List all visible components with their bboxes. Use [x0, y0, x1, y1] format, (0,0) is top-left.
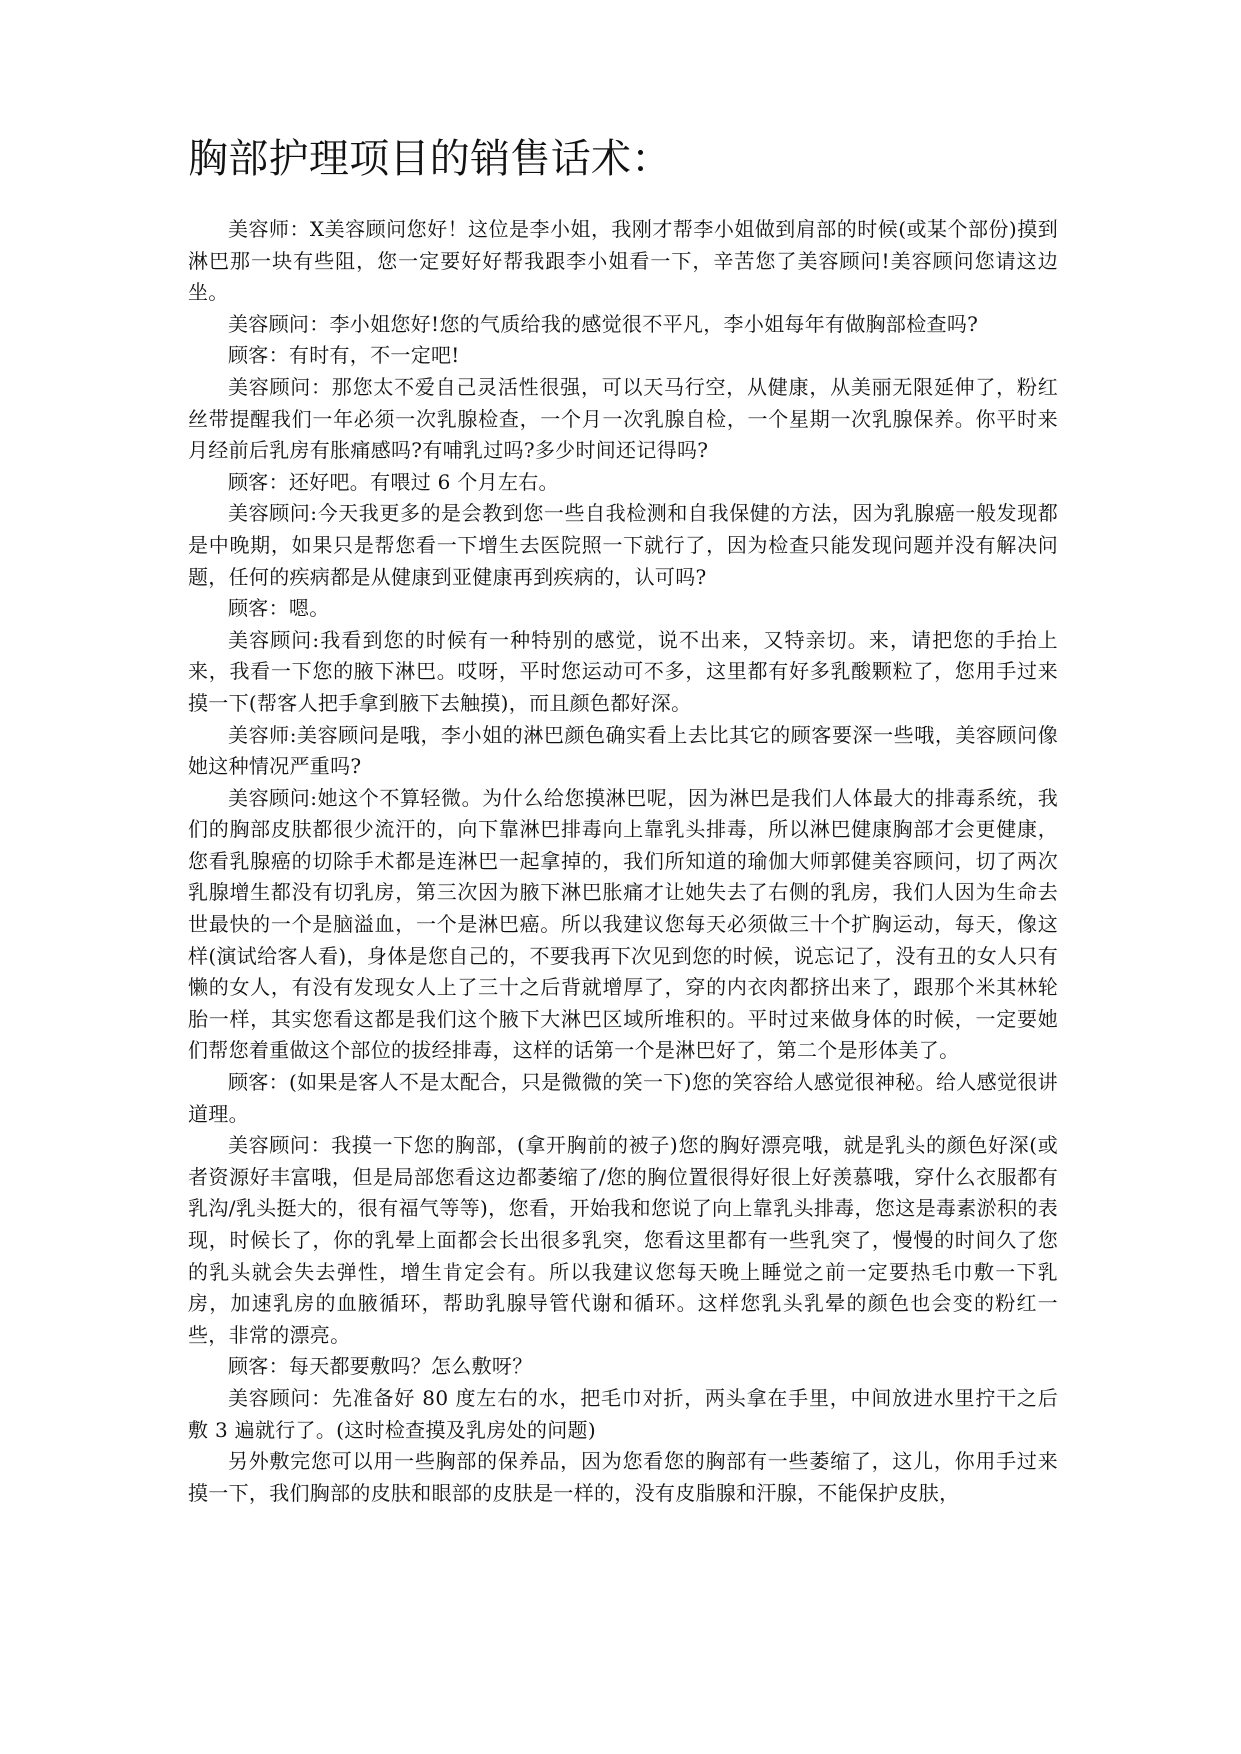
- paragraph: 顾客：嗯。: [228, 596, 330, 621]
- paragraph: 顾客：每天都要敷吗？怎么敷呀？: [228, 1354, 533, 1379]
- paragraph: 美容顾问：先准备好 80 度左右的水，把毛巾对折，两头拿在手里，中间放进水里拧干之后敷 3 遍就行了。(这时检查摸及乳房处的问题): [188, 1385, 1058, 1442]
- paragraph: 美容顾问:她这个不算轻微。为什么给您摸淋巴呢，因为淋巴是我们人体最大的排毒系统，我们的胸部皮肤都很少流汗的，向下靠淋巴排毒向上靠乳头排毒，所以淋巴健康胸部才会更健康，您看乳腺癌的切除手术都是连淋巴一起拿掉的，我们所知道的瑜伽大师郭健美容顾问，切了两次乳腺增生都没有切乳房，第三次因为腋下淋巴胀痛才让她失去了右侧的乳房，我们人因为生命去世最快的一个是脑溢血，一个是淋巴癌。所以我建议您每天必须做三十个扩胸运动，每天，像这样(演试给客人看)，身体是您自己的，不要我再下次见到您的时候，说忘记了，没有丑的女人只有懒的女人，有没有发现女人上了三十之后背就增厚了，穿的内衣肉都挤出来了，跟那个米其林轮胎一样，其实您看这都是我们这个腋下大淋巴区域所堆积的。平时过来做身体的时候，一定要她们帮您着重做这个部位的拔经排毒，这样的话第一个是淋巴好了，第二个是形体美了。: [188, 785, 1058, 1063]
- paragraph: 美容顾问:我看到您的时候有一种特别的感觉，说不出来，又特亲切。来，请把您的手抬上来，我看一下您的腋下淋巴。哎呀，平时您运动可不多，这里都有好多乳酸颗粒了，您用手过来摸一下(帮客人把手拿到腋下去触摸)，而且颜色都好深。: [188, 627, 1058, 715]
- paragraph: 顾客：还好吧。有喂过 6 个月左右。: [228, 469, 559, 494]
- paragraph: 顾客：(如果是客人不是太配合，只是微微的笑一下)您的笑容给人感觉很神秘。给人感觉很讲道理。: [188, 1070, 1058, 1126]
- paragraph: 另外敷完您可以用一些胸部的保养品，因为您看您的胸部有一些萎缩了，这儿，你用手过来摸一下，我们胸部的皮肤和眼部的皮肤是一样的，没有皮脂腺和汗腺，不能保护皮肤，: [188, 1449, 1058, 1505]
- paragraph: 美容顾问：那您太不爱自己灵活性很强，可以天马行空，从健康，从美丽无限延伸了，粉红丝带提醒我们一年必须一次乳腺检查，一个月一次乳腺自检，一个星期一次乳腺保养。你平时来月经前后乳房有胀痛感吗?有哺乳过吗?多少时间还记得吗?: [188, 374, 1058, 463]
- paragraph: 美容师：X美容顾问您好！这位是李小姐，我刚才帮李小姐做到肩部的时候(或某个部份)摸到淋巴那一块有些阻，您一定要好好帮我跟李小姐看一下，辛苦您了美容顾问!美容顾问您请这边坐。: [188, 217, 1058, 305]
- paragraph: 美容顾问：我摸一下您的胸部，(拿开胸前的被子)您的胸好漂亮哦，就是乳头的颜色好深(或者资源好丰富哦，但是局部您看这边都萎缩了/您的胸位置很得好很上好羡慕哦，穿什么衣服都有乳沟/乳头挺大的，很有福气等等)，您看，开始我和您说了向上靠乳头排毒，您这是毒素淤积的表现，时候长了，你的乳晕上面都会长出很多乳突，您看这里都有一些乳突了，慢慢的时间久了您的乳头就会失去弹性，增生肯定会有。所以我建议您每天晚上睡觉之前一定要热毛巾敷一下乳房，加速乳房的血腋循环，帮助乳腺导管代谢和循环。这样您乳头乳晕的颜色也会变的粉红一些，非常的漂亮。: [188, 1133, 1058, 1347]
- paragraph: 美容顾问:今天我更多的是会教到您一些自我检测和自我保健的方法，因为乳腺癌一般发现都是中晚期，如果只是帮您看一下增生去医院照一下就行了，因为检查只能发现问题并没有解决问题，任何的疾病都是从健康到亚健康再到疾病的，认可吗?: [188, 501, 1058, 589]
- paragraph: 美容顾问：李小姐您好!您的气质给我的感觉很不平凡，李小姐每年有做胸部检查吗?: [228, 311, 979, 336]
- document-title: 胸部护理项目的销售话术：: [188, 136, 672, 182]
- paragraph: 美容师:美容顾问是哦，李小姐的淋巴颜色确实看上去比其它的顾客要深一些哦，美容顾问像她这种情况严重吗?: [188, 722, 1058, 779]
- paragraph: 顾客：有时有，不一定吧!: [228, 343, 460, 368]
- document-page: [188, 136, 1058, 1509]
